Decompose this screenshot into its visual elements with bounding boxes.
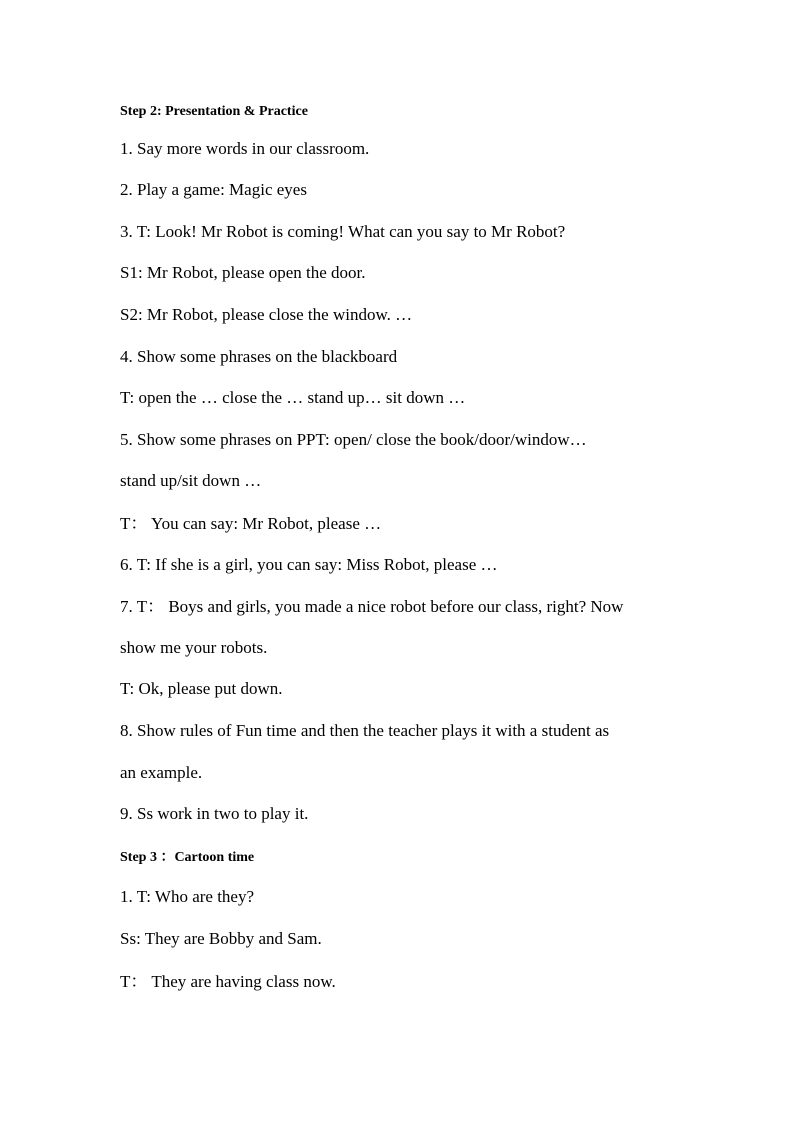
text-line: stand up/sit down … (120, 471, 262, 490)
text-line: 1. T: Who are they? (120, 887, 255, 906)
text-line: Ss: They are Bobby and Sam. (120, 929, 322, 948)
step2-heading: Step 2: Presentation & Practice (120, 104, 308, 119)
text-line: an example. (120, 763, 203, 782)
text-line: 1. Say more words in our classroom. (120, 139, 370, 158)
text-line: 9. Ss work in two to play it. (120, 804, 309, 823)
text-line: S2: Mr Robot, please close the window. … (120, 305, 413, 324)
text-line: T: Ok, please put down. (120, 679, 283, 698)
text-line: 5. Show some phrases on PPT: open/ close the book/door/window… (120, 430, 587, 449)
step3-heading: Step 3 ：Cartoon time (120, 850, 255, 865)
text-line: 7. T： Boys and girls, you made a nice robot before our class, right? Now (120, 597, 624, 616)
text-line: 8. Show rules of Fun time and then the teacher plays it with a student as (120, 721, 610, 740)
text-line: 6. T: If she is a girl, you can say: Miss Robot, please … (120, 555, 498, 574)
text-line: 2. Play a game: Magic eyes (120, 180, 307, 199)
text-line: show me your robots. (120, 638, 268, 657)
text-line: S1: Mr Robot, please open the door. (120, 263, 366, 282)
text-line: T: open the … close the … stand up… sit down … (120, 388, 466, 407)
text-line: T： You can say: Mr Robot, please … (120, 514, 382, 533)
text-line: 4. Show some phrases on the blackboard (120, 347, 398, 366)
text-line: 3. T: Look! Mr Robot is coming! What can you say to Mr Robot? (120, 222, 566, 241)
text-line: T： They are having class now. (120, 972, 336, 991)
